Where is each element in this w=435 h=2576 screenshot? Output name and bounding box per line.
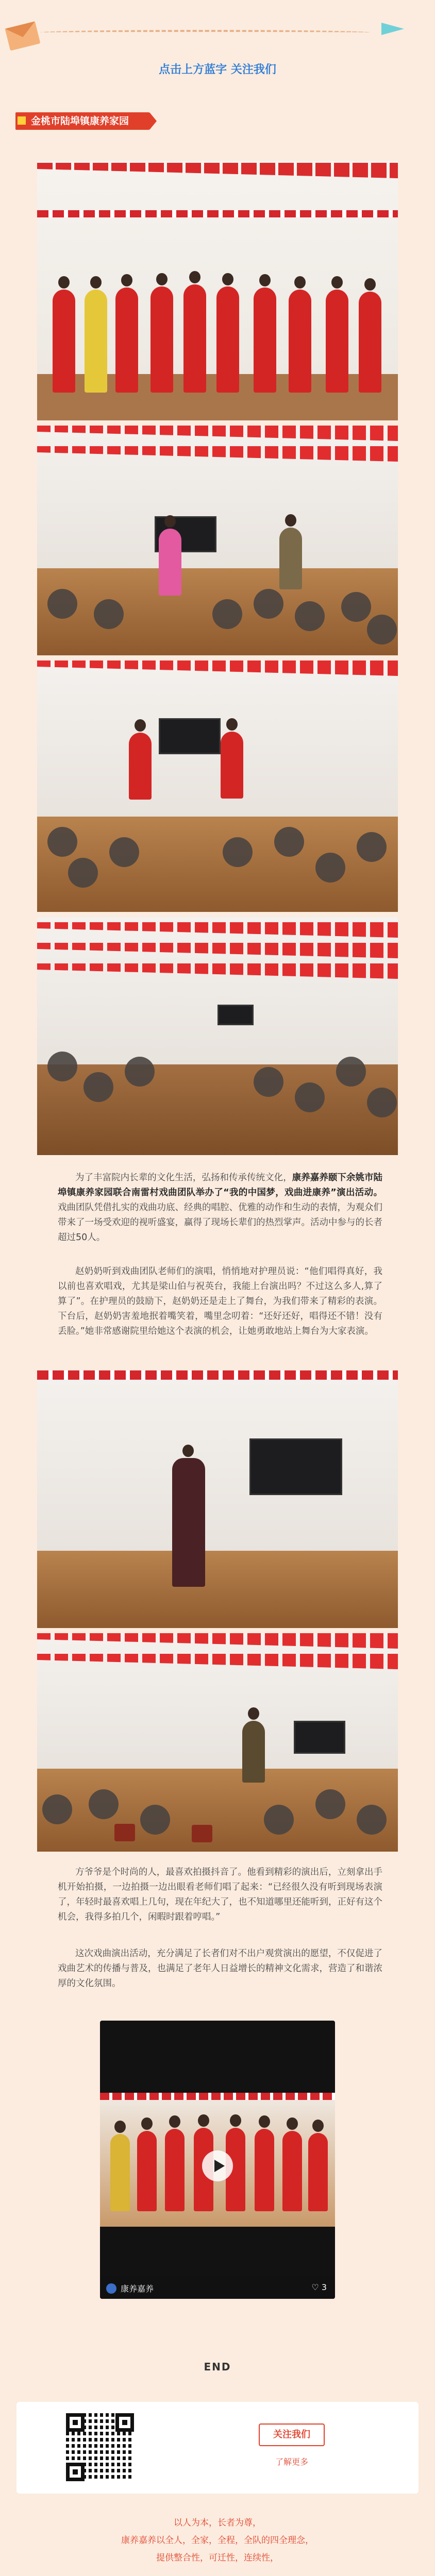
motto-line-1: 以人为本，长者为尊， — [174, 2518, 261, 2528]
envelope-icon — [5, 21, 41, 50]
follow-button[interactable]: 关注我们 — [259, 2424, 325, 2446]
paragraph-1-body: 戏曲团队凭借扎实的戏曲功底、经典的唱腔、优雅的动作和生动的表情，为观众们带来了一场受欢迎的视听盛宴，赢得了现场长辈们的热烈掌声。活动中参与的长者超过50人。 — [58, 1202, 382, 1243]
photo-duet-performance[interactable] — [37, 660, 398, 912]
section-title: 金桃市陆埠镇康养家园 — [31, 115, 129, 127]
motto-line-3: 提供整合性，可迁性，连续性， — [156, 2553, 279, 2563]
follow-top-link[interactable]: 点击上方蓝字 关注我们 — [159, 63, 276, 76]
video-account-name: 康养嘉养 — [121, 2284, 154, 2294]
article-paragraph-1 — [58, 1171, 382, 1245]
article-paragraph-4: 这次戏曲演出活动，充分满足了长者们对不出户观赏演出的愿望，不仅促进了戏曲艺术的传播与普及，也满足了老年人日益增长的精神文化需求，营造了和谐浓厚的文化氛围。 — [58, 1948, 382, 1989]
motto-line-2: 康养嘉养以全人，全家，全程，全队的四全理念， — [121, 2535, 314, 2546]
section-title-tag — [15, 109, 149, 133]
paragraph-1-highlight: 康养嘉养颐下余姚市陆埠镇康养家园联合南雷村戏曲团队举办了“我的中国梦，戏曲进康养”演出活动。 — [58, 1173, 383, 1198]
paper-plane-icon — [381, 23, 404, 35]
header — [0, 0, 435, 103]
video-footer — [100, 2276, 335, 2299]
photo-male-singer[interactable] — [37, 1633, 398, 1852]
paragraph-1-intro: 为了丰富院内长辈的文化生活，弘扬和传承传统文化， — [75, 1173, 292, 1183]
end-marker: END — [204, 2361, 231, 2373]
qr-code[interactable] — [66, 2413, 134, 2481]
channel-avatar — [106, 2283, 116, 2294]
view-count-number: 3 — [321, 2282, 327, 2292]
photo-wide-hall[interactable] — [37, 917, 398, 1155]
follow-card — [16, 2402, 419, 2494]
photo-group-performers[interactable] — [37, 161, 398, 420]
article-paragraph-3: 方爷爷是个时尚的人，最喜欢拍摄抖音了。他看到精彩的演出后，立刻拿出手机开始拍摄，一边拍摄一边出眼看老师们唱了起来：“已经很久没有听到现场表演了，年轻时最喜欢唱上几句，现在年纪大了，也不知道哪里还能听到，正好有这个机会，我得多拍几个，闲暇时跟着哼唱。” — [58, 1867, 382, 1922]
photo-elder-singer[interactable] — [37, 1370, 398, 1628]
play-button-icon[interactable] — [202, 2150, 233, 2181]
square-bullet-icon — [18, 116, 26, 125]
video-view-count: ♡ 3 — [311, 2282, 327, 2292]
article-paragraph-2: 赵奶奶听到戏曲团队老师们的演唱，悄悄地对护理员说：“他们唱得真好，我以前也喜欢唱戏，尤其是梁山伯与祝英台，我能上台演出吗？不过这么多人,算了算了”。在护理员的鼓励下，赵奶奶还是走上了舞台，为我们带来了精彩的表演。下台后，赵奶奶害羞地抿着嘴笑着，嘴里念叨着：“还好还好，唱得还不错！没有丢脸。”她非常感谢院里给她这个表演的机会，让她勇敢地站上舞台为大家表演。 — [58, 1266, 382, 1336]
embedded-video[interactable] — [100, 2021, 335, 2299]
decorative-dash-line — [40, 30, 370, 35]
learn-more-link[interactable]: 了解更多 — [275, 2457, 308, 2467]
photo-solo-performer[interactable] — [37, 426, 398, 655]
